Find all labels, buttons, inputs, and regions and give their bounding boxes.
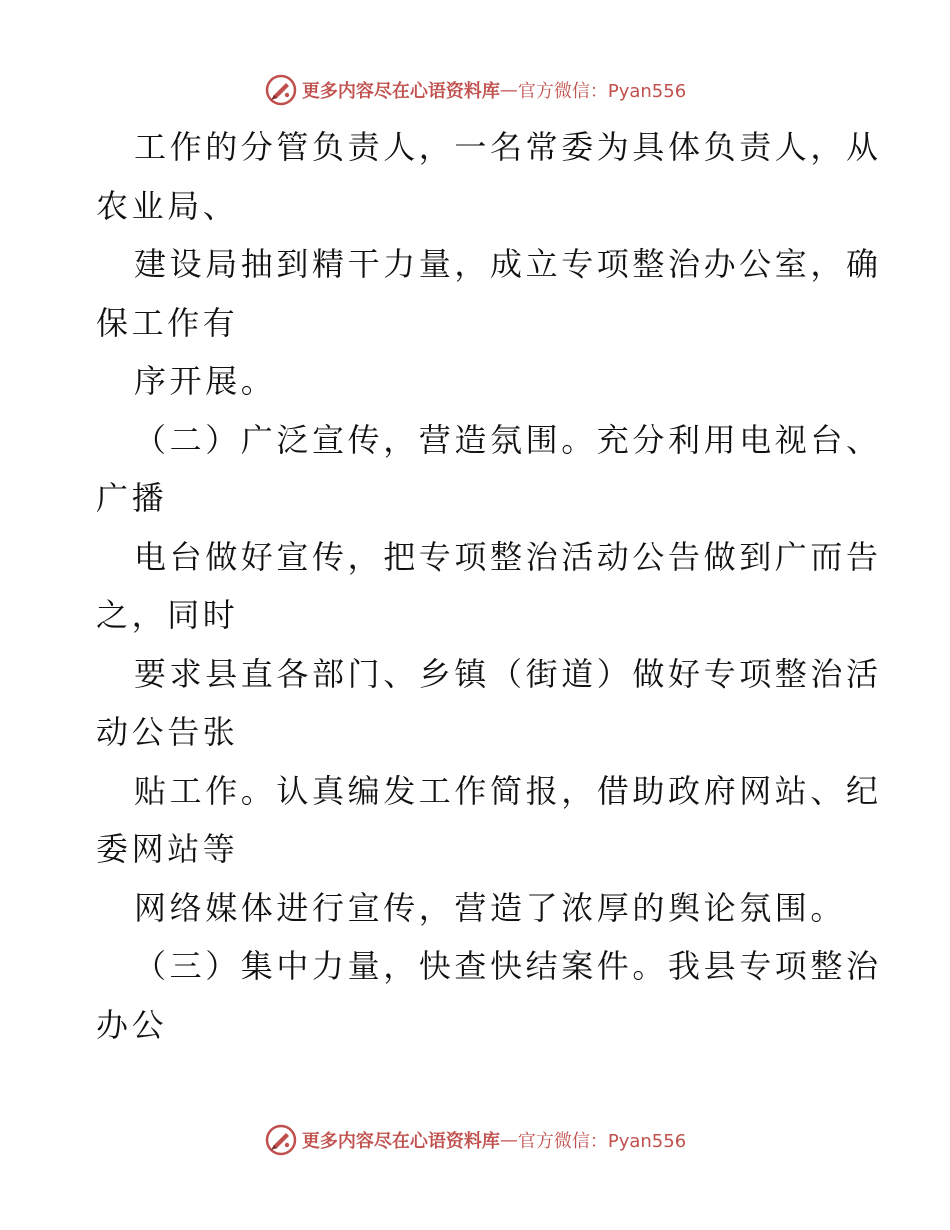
brand-logo-icon <box>264 73 298 107</box>
header-separator: — <box>499 79 518 101</box>
body-line: 电台做好宣传，把专项整治活动公告做到广而告 <box>134 537 882 576</box>
body-line: 贴工作。认真编发工作简报，借助政府网站、纪 <box>134 771 882 810</box>
header-wechat-text: 官方微信：Pyan556 <box>517 81 687 102</box>
header-watermark <box>0 70 950 110</box>
body-line: 动公告张 <box>96 713 239 751</box>
body-line: 建设局抽到精干力量，成立专项整治办公室，确 <box>134 245 882 283</box>
body-line: 农业局、 <box>96 186 239 225</box>
body-line: 网络媒体进行宣传，营造了浓厚的舆论氛围。 <box>134 888 847 927</box>
body-line: 委网站等 <box>96 830 239 868</box>
body-line: （三）集中力量，快查快结案件。我县专项整治 <box>134 947 882 985</box>
document-body <box>96 118 882 1054</box>
body-line: 保工作有 <box>96 303 239 342</box>
body-line: （二）广泛宣传，营造氛围。充分利用电视台、 <box>134 420 882 459</box>
body-line: 要求县直各部门、乡镇（街道）做好专项整治活 <box>134 654 882 693</box>
body-line: 广播 <box>96 479 168 517</box>
body-line: 序开展。 <box>134 362 277 400</box>
footer-watermark <box>0 1120 950 1160</box>
body-line: 办公 <box>96 1005 168 1044</box>
footer-brand-text: 更多内容尽在心语资料库 <box>301 1131 500 1152</box>
header-brand-text: 更多内容尽在心语资料库 <box>301 81 500 102</box>
footer-wechat-text: 官方微信：Pyan556 <box>517 1131 687 1152</box>
body-line: 工作的分管负责人，一名常委为具体负责人，从 <box>134 128 882 166</box>
brand-logo-icon <box>264 1123 298 1157</box>
body-line: 之，同时 <box>96 596 239 634</box>
footer-separator: — <box>499 1129 518 1151</box>
